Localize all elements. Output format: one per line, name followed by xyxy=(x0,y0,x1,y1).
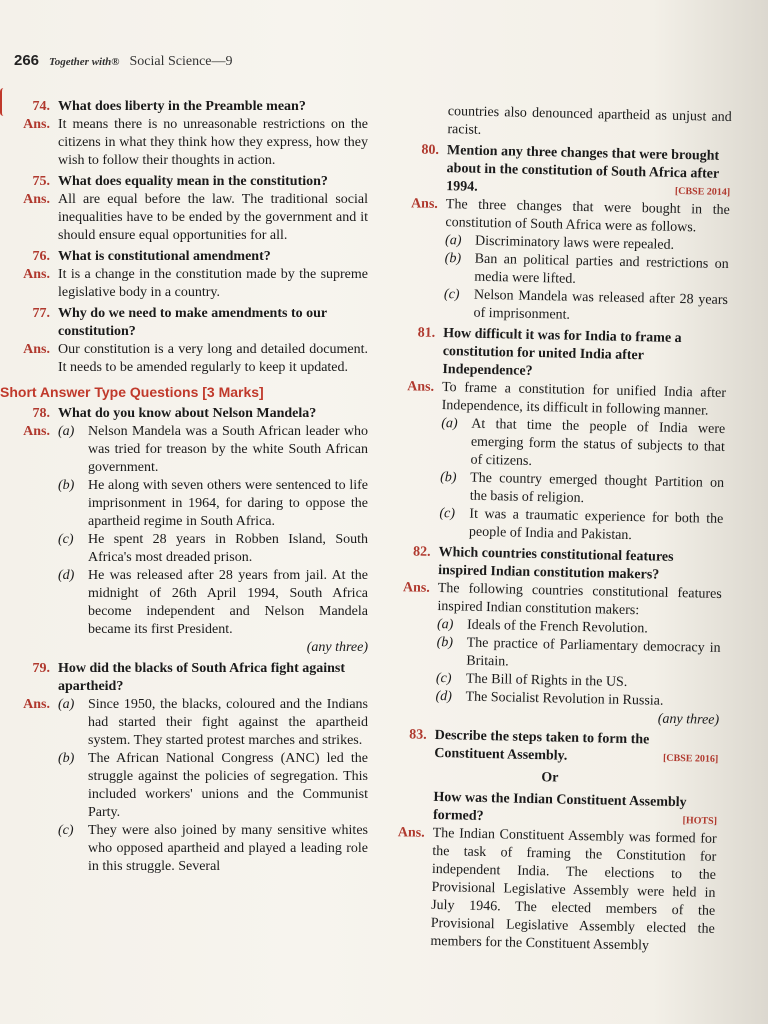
answer-74: Ans. It means there is no unreasonable restrictions on the citizens in what they think how they express, how they wish to follow their thoughts in action. xyxy=(23,117,368,168)
list-item: (a) Ideals of the French Revolution. xyxy=(436,616,648,637)
list-item: (b) The African National Congress (ANC) led the struggle against the policies of segregation. This included workers' unions and the Communist Party. xyxy=(58,751,368,820)
question-81: 81. How difficult it was for India to frame a constitution for united India after Independence? xyxy=(417,325,682,379)
question-79: 79. How did the blacks of South Africa fight against apartheid? xyxy=(32,661,346,694)
cbse-tag: [CBSE 2014] xyxy=(674,185,731,199)
list-item: (b) Ban an political parties and restrictions on media were lifted. xyxy=(444,251,729,287)
answer-81: Ans. To frame a constitution for unified India after Independence, its difficult in following manner. (a) At that time the people of India were emerging form the status of subjects to that of citizens. (b) The country emerged thought Partition on the basis of religion. (c) It was a traumatic experience for both the people of India and Pakistan. xyxy=(387,378,726,547)
answer-77: Ans. Our constitution is a very long and detailed document. It needs to be amended regularly to keep it updated. xyxy=(23,342,368,375)
question-80: 80. Mention any three changes that were brought about in the constitution of South Africa after 1994. [CBSE 2014] xyxy=(394,141,731,202)
list-item: (d) The Socialist Revolution in Russia. xyxy=(435,688,664,709)
page-number: 266 xyxy=(14,52,40,69)
cbse-tag: [CBSE 2016] xyxy=(662,752,719,765)
list-item: (c) They were also joined by many sensitive whites who opposed apartheid and played a leading role in this struggle. Several xyxy=(58,823,368,874)
answer-83: Ans. The Indian Constituent Assembly was formed for the task of framing the Constitution for independent India. The elections to the Provisional Legislative Assembly were held in July 1946. The elected members of the Provisional Legislative Assembly elected the members for the Constituent Assembly xyxy=(397,825,717,954)
list-item: (c) The Bill of Rights in the US. xyxy=(435,670,628,690)
list-item: (a) Since 1950, the blacks, coloured and the Indians had started their fight against the apartheid system. They started protest marches and strikes. xyxy=(58,697,368,748)
question-83-alt: How was the Indian Constituent Assembly formed? [HOTS] xyxy=(381,788,718,831)
answer-76: Ans. It is a change in the constitution made by the supreme legislative body in a country. xyxy=(23,267,368,300)
question-83: 83. Describe the steps taken to form the Constituent Assembly. [CBSE 2016] xyxy=(382,726,719,769)
left-column xyxy=(0,95,368,876)
or-divider: Or xyxy=(541,770,559,786)
question-77: 77. Why do we need to make amendments to our constitution? xyxy=(32,306,327,339)
list-item: (c) It was a traumatic experience for both the people of India and Pakistan. xyxy=(439,506,724,544)
question-75: 75. What does equality mean in the constitution? xyxy=(32,174,328,189)
list-item: (b) He along with seven others were sentenced to life imprisonment in 1964, for daring to oppose the apartheid regime in South Africa. xyxy=(58,478,368,529)
section-heading: Short Answer Type Questions [3 Marks] xyxy=(0,384,264,400)
any-three-note: (any three) xyxy=(657,711,720,728)
right-column xyxy=(378,102,732,957)
list-item: (a) Nelson Mandela was a South African leader who was tried for treason by the white South African government. xyxy=(58,424,368,475)
brand-logo: Together with® xyxy=(49,56,120,68)
answer-79: Ans. (a) Since 1950, the blacks, coloured and the Indians had started their fight against the apartheid system. They started protest marches and strikes. (b) The African National Congress (ANC) led the struggle against the policies of segregation. This included workers' unions and the Communist Party. (c) They were also joined by many sensitive whites who opposed apartheid and played a leading role in this struggle. Several xyxy=(23,697,368,874)
list-item: (a) Discriminatory laws were repealed. xyxy=(444,233,675,253)
answer-80: Ans. The three changes that were bought in the constitution of South Africa were as follows. (a) Discriminatory laws were repealed. (b) Ban an political parties and restrictions on media were lifted. (c) Nelson Mandela was released after 28 years of imprisonment. xyxy=(391,195,730,328)
answer-82: Ans. The following countries constitutional features inspired Indian constitution makers: (a) Ideals of the French Revolution. (b) The practice of Parliamentary democracy in Britain. (c) The Bill of Rights in the US. (d) The Socialist Revolution in Russia. (any three) xyxy=(402,580,722,728)
answer-75: Ans. All are equal before the law. The traditional social inequalities have to be ended by the government and it should ensure equal opportunities for all. xyxy=(23,192,368,243)
list-item: (b) The practice of Parliamentary democracy in Britain. xyxy=(436,634,721,670)
list-item: (d) He was released after 28 years from jail. At the midnight of 26th April 1994, South Africa become independent and Nelson Mandela became its first President. xyxy=(58,568,368,637)
question-78: 78. What do you know about Nelson Mandela? xyxy=(32,406,317,421)
page-header xyxy=(14,52,233,70)
question-76: 76. What is constitutional amendment? xyxy=(32,249,271,264)
question-82: 82. Which countries constitutional features inspired Indian constitution makers? xyxy=(412,544,674,583)
hots-tag: [HOTS] xyxy=(682,815,718,827)
subject-title: Social Science—9 xyxy=(129,54,233,69)
answer-78: Ans. (a) Nelson Mandela was a South African leader who was tried for treason by the white South African government. (b) He along with seven others were sentenced to life imprisonment in 1964, for daring to oppose the apartheid regime in South Africa. (c) He spent 28 years in Robben Island, South Africa's most dreaded prison. (d) He was released after 28 years from jail. At the midnight of 26th April 1994, South Africa become independent and Nelson Mandela became its first President. (any three) xyxy=(23,424,368,655)
list-item: (a) At that time the people of India were emerging form the status of subjects to that of citizens. xyxy=(441,416,726,469)
any-three-note: (any three) xyxy=(306,640,368,655)
list-item: (c) Nelson Mandela was released after 28 years of imprisonment. xyxy=(443,287,729,323)
list-item: (c) He spent 28 years in Robben Island, South Africa's most dreaded prison. xyxy=(58,532,368,565)
list-item: (b) The country emerged thought Partition on the basis of religion. xyxy=(439,470,725,507)
continuation-text: countries also denounced apartheid as unjust and racist. xyxy=(447,104,732,138)
question-74: 74. What does liberty in the Preamble mean? xyxy=(32,99,306,114)
